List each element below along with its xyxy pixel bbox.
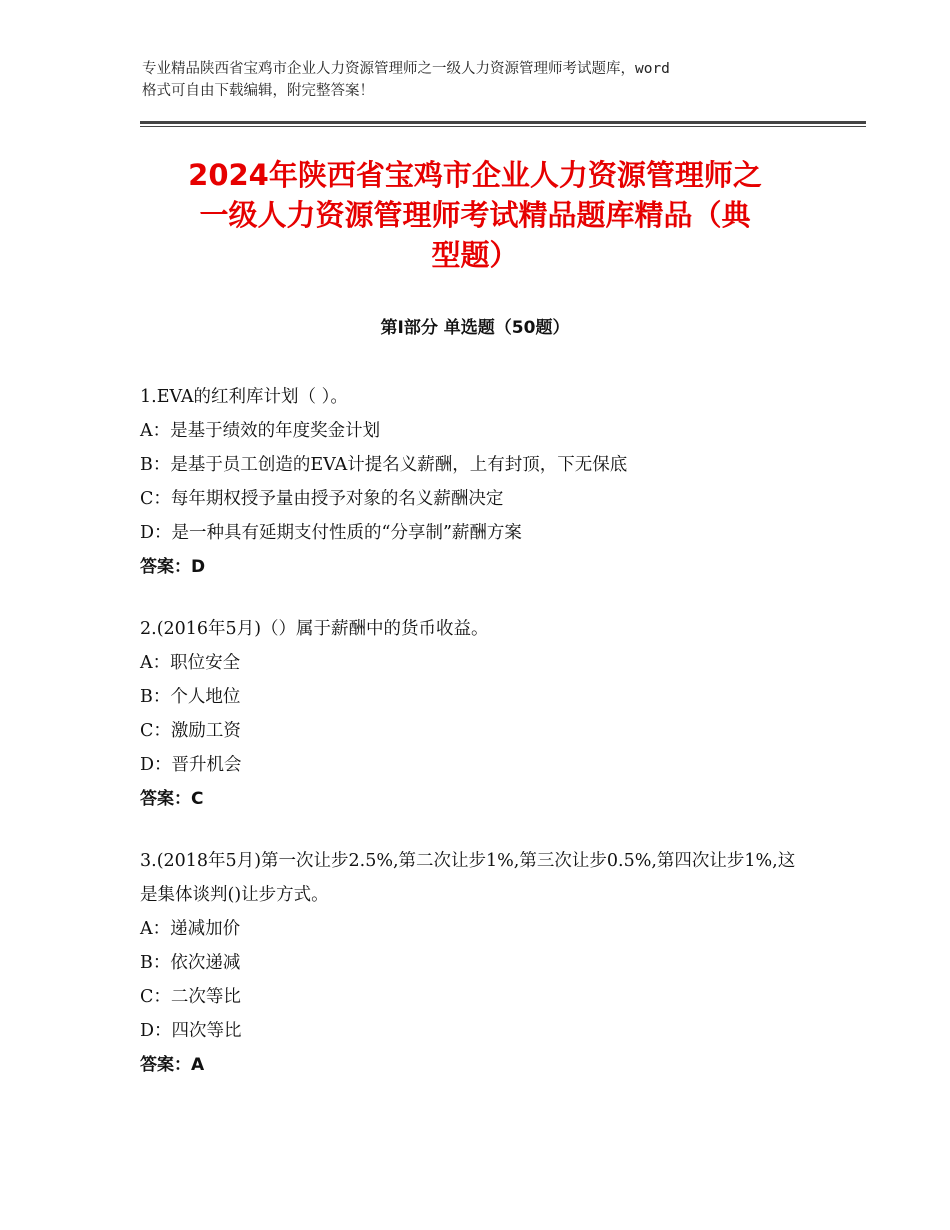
option-d: D：四次等比 xyxy=(140,1021,242,1041)
document-title-line-2: 一级人力资源管理师考试精品题库精品（典 xyxy=(199,198,751,232)
answer: 答案：A xyxy=(140,1055,205,1075)
question-stem: 3.(2018年5月)第一次让步2.5%,第二次让步1%,第三次让步0.5%,第四次让步1%,这是集体谈判()让步方式。 xyxy=(140,851,796,905)
question-stem: 2.(2016年5月)（）属于薪酬中的货币收益。 xyxy=(140,619,489,639)
option-c: C：二次等比 xyxy=(140,987,241,1007)
header-divider-thin xyxy=(140,126,866,127)
document-title xyxy=(140,155,810,275)
question-1 xyxy=(140,380,810,584)
document-title-line-1: 2024年陕西省宝鸡市企业人力资源管理师之 xyxy=(188,158,762,192)
question-3 xyxy=(140,844,810,1082)
answer: 答案：C xyxy=(140,789,204,809)
option-a: A：是基于绩效的年度奖金计划 xyxy=(140,421,381,441)
header-divider-thick xyxy=(140,121,866,124)
header-note-line-1: 专业精品陕西省宝鸡市企业人力资源管理师之一级人力资源管理师考试题库，word xyxy=(142,61,670,77)
answer: 答案：D xyxy=(140,557,206,577)
option-b: B：依次递减 xyxy=(140,953,241,973)
option-a: A：递减加价 xyxy=(140,919,241,939)
option-c: C：激励工资 xyxy=(140,721,241,741)
option-b: B：是基于员工创造的EVA计提名义薪酬，上有封顶，下无保底 xyxy=(140,455,628,475)
option-d: D：是一种具有延期支付性质的“分享制”薪酬方案 xyxy=(140,523,522,543)
document-title-line-3: 型题） xyxy=(431,238,519,272)
header-note xyxy=(142,58,822,102)
question-stem: 1.EVA的红利库计划（ ）。 xyxy=(140,387,348,407)
question-list xyxy=(140,380,810,1110)
section-title: 第Ⅰ部分 单选题（50题） xyxy=(380,318,570,338)
option-d: D：晋升机会 xyxy=(140,755,242,775)
option-b: B：个人地位 xyxy=(140,687,241,707)
option-a: A：职位安全 xyxy=(140,653,241,673)
option-c: C：每年期权授予量由授予对象的名义薪酬决定 xyxy=(140,489,504,509)
header-note-line-2: 格式可自由下载编辑，附完整答案！ xyxy=(142,83,374,99)
question-2 xyxy=(140,612,810,816)
